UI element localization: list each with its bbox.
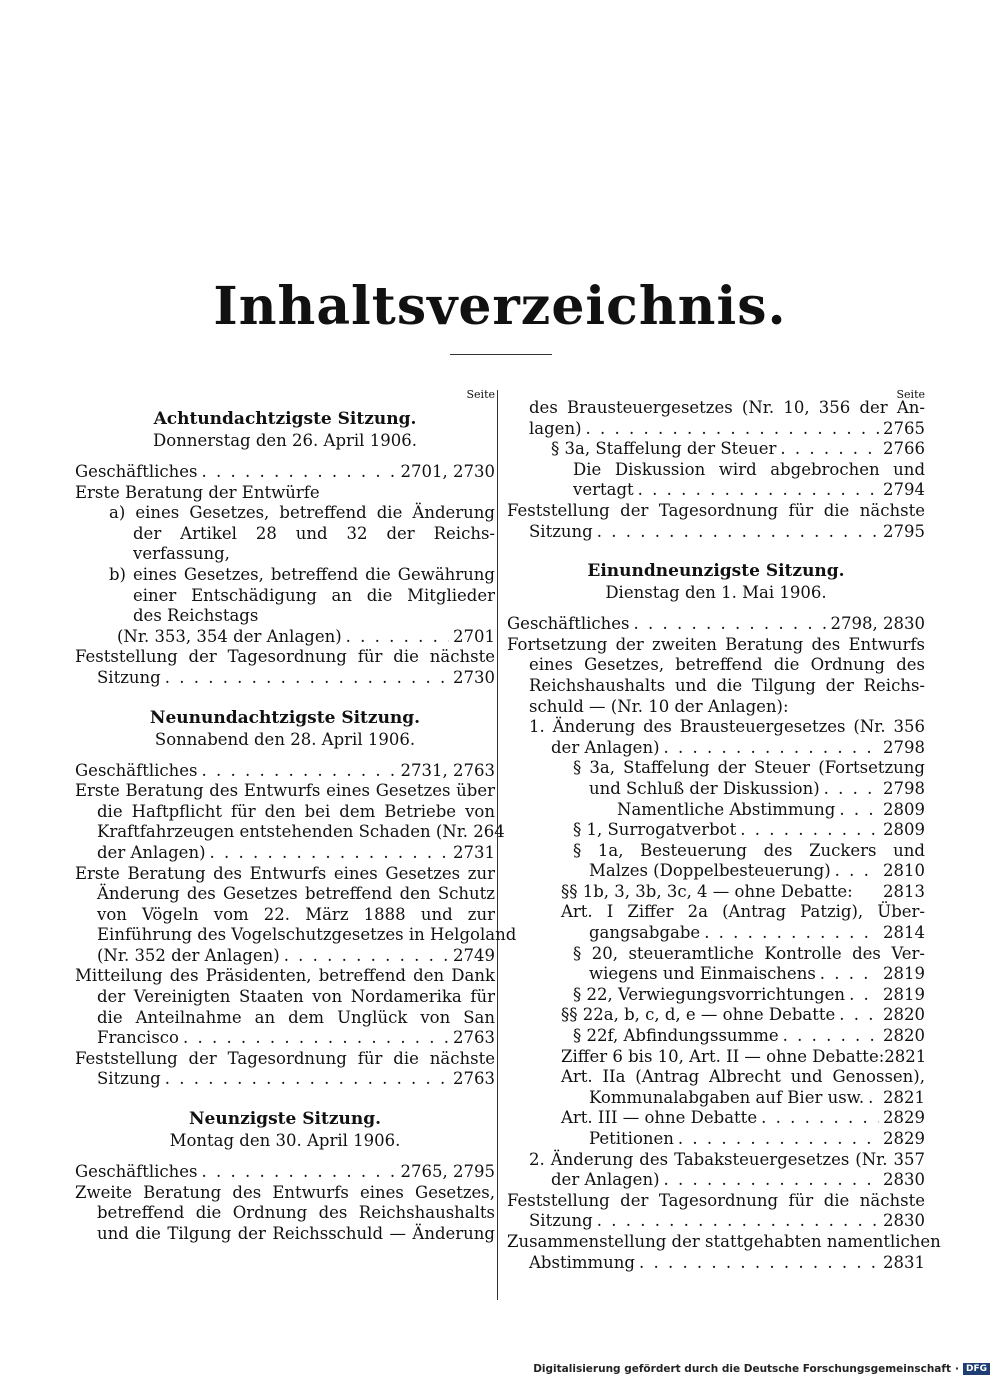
page-number: 2763 bbox=[453, 1069, 495, 1089]
dot-leader bbox=[849, 985, 879, 1006]
toc-entry-line bbox=[507, 841, 925, 862]
toc-entry-line bbox=[75, 1008, 495, 1029]
toc-entry-line bbox=[75, 668, 495, 689]
dot-leader bbox=[165, 1069, 449, 1090]
toc-entry-line bbox=[75, 565, 495, 586]
toc-entry-text: die Anteilnahme an dem Unglück von San bbox=[97, 1007, 495, 1027]
toc-entry-line bbox=[75, 884, 495, 905]
toc-entry-text: Feststellung der Tagesordnung für die nächste bbox=[507, 500, 925, 520]
toc-entry-text: § 1a, Besteuerung des Zuckers und bbox=[573, 840, 925, 860]
toc-entry-line bbox=[507, 717, 925, 738]
page-number: 2809 bbox=[883, 820, 925, 840]
toc-entry-text: Feststellung der Tagesordnung für die nächste bbox=[75, 1048, 495, 1068]
toc-entry-text: von Vögeln vom 22. März 1888 und zur bbox=[97, 904, 495, 924]
toc-entry-text: Petitionen bbox=[589, 1129, 674, 1148]
page-number: 2763 bbox=[453, 1028, 495, 1048]
dot-leader bbox=[868, 1088, 879, 1109]
toc-entry-text: Art. IIa (Antrag Albrecht und Genossen), bbox=[561, 1067, 925, 1087]
toc-entry-line bbox=[75, 483, 495, 504]
toc-entry-text: Abstimmung bbox=[529, 1252, 635, 1272]
toc-entry-text: Sitzung bbox=[97, 1069, 161, 1089]
toc-entry-line bbox=[75, 627, 495, 648]
toc-entry-line bbox=[507, 398, 925, 419]
dot-leader bbox=[284, 946, 449, 967]
dot-leader bbox=[839, 1005, 879, 1026]
toc-entry-line bbox=[507, 419, 925, 440]
toc-entry-text: Malzes (Doppelbesteuerung) bbox=[589, 861, 831, 881]
toc-entry-line bbox=[507, 902, 925, 923]
toc-entry-text: § 22, Verwiegungsvorrichtungen bbox=[573, 984, 846, 1004]
toc-entry-line bbox=[507, 635, 925, 656]
page-number: 2819 bbox=[883, 984, 925, 1004]
toc-entry-text: § 3a, Staffelung der Steuer bbox=[551, 439, 777, 459]
page-number: 2701, 2730 bbox=[400, 462, 495, 481]
toc-entry-line bbox=[507, 779, 925, 800]
toc-entry-text: Fortsetzung der zweiten Beratung des Entwurfs bbox=[507, 634, 925, 654]
toc-entry-text: § 20, steueramtliche Kontrolle des Ver- bbox=[573, 943, 925, 963]
toc-entry-text: und Schluß der Diskussion) bbox=[589, 778, 820, 798]
toc-entry-text: gangsabgabe bbox=[589, 923, 701, 943]
toc-entry-text: lagen) bbox=[529, 418, 582, 438]
dot-leader bbox=[820, 964, 879, 985]
toc-entry-text: Erste Beratung des Entwurfs eines Gesetzes zur bbox=[75, 863, 495, 883]
toc-entry-line bbox=[75, 1028, 495, 1049]
toc-entry-text: Geschäftliches bbox=[507, 614, 630, 634]
toc-entry-text: § 1, Surrogatverbot bbox=[573, 820, 737, 840]
toc-entry-text: Einführung des Vogelschutzgesetzes in Helgoland bbox=[97, 925, 517, 945]
page-number: 2809 bbox=[883, 799, 925, 819]
toc-entry-text: Zweite Beratung des Entwurfs eines Gesetzes, bbox=[75, 1182, 495, 1202]
toc-entry-line bbox=[75, 1203, 495, 1224]
toc-entry-line bbox=[507, 480, 925, 501]
toc-entry-line bbox=[75, 503, 495, 524]
page-number: 2749 bbox=[453, 945, 495, 965]
dot-leader bbox=[664, 738, 879, 759]
toc-entry-line bbox=[507, 738, 925, 759]
toc-entry-text: verfassung, bbox=[133, 544, 230, 564]
toc-entry-line bbox=[75, 802, 495, 823]
dot-leader bbox=[202, 1162, 397, 1183]
toc-entry-line bbox=[507, 985, 925, 1006]
dot-leader bbox=[761, 1108, 879, 1129]
session-date: Montag den 30. April 1906. bbox=[169, 1131, 401, 1151]
right-column-body bbox=[507, 398, 941, 1273]
toc-entry-line bbox=[507, 861, 925, 882]
dot-leader bbox=[210, 843, 449, 864]
session-title: Einundneunzigste Sitzung. bbox=[587, 561, 845, 582]
toc-entry-text: §§ 1b, 3, 3b, 3c, 4 — ohne Debatte: bbox=[561, 881, 853, 901]
page-number: 2820 bbox=[883, 1026, 925, 1046]
dot-leader bbox=[783, 1026, 879, 1047]
footer-dot: · bbox=[954, 1363, 959, 1375]
toc-entry-text: Änderung des Gesetzes betreffend den Schutz bbox=[97, 884, 495, 904]
toc-entry-line bbox=[507, 697, 925, 718]
toc-entry-line bbox=[507, 439, 925, 460]
page-number: 2701 bbox=[453, 626, 495, 646]
toc-entry-text: (Nr. 353, 354 der Anlagen) bbox=[117, 626, 342, 646]
page-number: 2821 bbox=[884, 1046, 927, 1066]
toc-entry-line bbox=[75, 966, 495, 987]
toc-entry-text: der Anlagen) bbox=[97, 842, 206, 862]
toc-entry-text: Kraftfahrzeugen entstehenden Schaden (Nr. 264 bbox=[97, 822, 505, 842]
toc-entry-text: 2. Änderung des Tabaksteuergesetzes (Nr. 357 bbox=[529, 1149, 925, 1169]
section-gap bbox=[75, 1090, 495, 1104]
dot-leader bbox=[639, 1253, 879, 1274]
page-number: 2814 bbox=[883, 923, 925, 943]
title-divider bbox=[450, 354, 552, 355]
page-number: 2831 bbox=[883, 1252, 925, 1272]
toc-entry-text: Art. I Ziffer 2a (Antrag Patzig), Über- bbox=[561, 902, 925, 922]
toc-entry-text: Geschäftliches bbox=[75, 1162, 198, 1182]
dot-leader bbox=[165, 668, 449, 689]
toc-entry-line bbox=[75, 606, 495, 627]
dot-leader bbox=[202, 761, 397, 782]
page-number: 2766 bbox=[883, 439, 925, 459]
page-number: 2798 bbox=[883, 737, 925, 757]
toc-entry-line bbox=[507, 1253, 925, 1274]
toc-entry-line bbox=[75, 843, 495, 864]
footer-text: Digitalisierung gefördert durch die Deutsche Forschungsgemeinschaft bbox=[533, 1363, 951, 1375]
toc-entry-text: § 22f, Abfindungssumme bbox=[573, 1026, 779, 1046]
page-number: 2810 bbox=[883, 861, 925, 881]
session-title: Neunundachtzigste Sitzung. bbox=[149, 707, 421, 728]
toc-entry-line bbox=[507, 1170, 925, 1191]
toc-entry-text: Geschäftliches bbox=[75, 760, 198, 780]
toc-entry-text: Zusammenstellung der stattgehabten namentlichen bbox=[507, 1231, 941, 1251]
toc-entry-line bbox=[507, 1067, 925, 1088]
toc-entry-line bbox=[507, 1005, 925, 1026]
toc-entry-text: (Nr. 352 der Anlagen) bbox=[97, 945, 280, 965]
dot-leader bbox=[664, 1170, 879, 1191]
right-column bbox=[507, 386, 941, 1273]
page-number: 2820 bbox=[883, 1005, 925, 1025]
toc-entry-text: der Artikel 28 und 32 der Reichs- bbox=[133, 523, 495, 543]
toc-entry-text: Feststellung der Tagesordnung für die nächste bbox=[507, 1190, 925, 1210]
dot-leader bbox=[597, 1211, 879, 1232]
page-number: 2794 bbox=[883, 480, 925, 500]
seite-label-right: Seite bbox=[896, 388, 925, 401]
toc-entry-text: eines Gesetzes, betreffend die Ordnung des bbox=[529, 655, 925, 675]
toc-entry-text: schuld — (Nr. 10 der Anlagen): bbox=[529, 696, 789, 716]
toc-entry-line bbox=[75, 822, 505, 843]
toc-entry-text: Mitteilung des Präsidenten, betreffend den Dank bbox=[75, 966, 495, 986]
toc-entry-text: Namentliche Abstimmung bbox=[617, 799, 836, 819]
dot-leader bbox=[780, 439, 879, 460]
page-number: 2819 bbox=[883, 964, 925, 984]
session-date: Sonnabend den 28. April 1906. bbox=[154, 729, 416, 749]
dot-leader bbox=[638, 480, 879, 501]
toc-entry-line bbox=[507, 501, 925, 522]
toc-entry-line bbox=[75, 647, 495, 668]
toc-entry-text: betreffend die Ordnung des Reichshaushalts bbox=[97, 1203, 495, 1223]
dot-leader bbox=[704, 923, 879, 944]
toc-entry-text: die Haftpflicht für den bei dem Betriebe von bbox=[97, 801, 495, 821]
toc-entry-line bbox=[507, 522, 925, 543]
page-number: 2829 bbox=[883, 1129, 925, 1148]
section-gap bbox=[75, 689, 495, 703]
dfg-logo: DFG bbox=[963, 1363, 990, 1375]
toc-entry-line bbox=[507, 655, 925, 676]
toc-entry-text: Die Diskussion wird abgebrochen und bbox=[573, 459, 925, 479]
dot-leader bbox=[634, 614, 827, 635]
toc-entry-line bbox=[507, 1150, 925, 1171]
page-number: 2731 bbox=[453, 842, 495, 862]
toc-entry-line bbox=[507, 923, 925, 944]
session-date: Dienstag den 1. Mai 1906. bbox=[605, 583, 827, 603]
seite-label-left: Seite bbox=[466, 388, 495, 401]
toc-entry-line bbox=[507, 882, 925, 903]
toc-entry-line bbox=[75, 925, 517, 946]
toc-entry-text: Art. III — ohne Debatte bbox=[561, 1108, 758, 1128]
toc-entry-text: Reichshaushalts und die Tilgung der Reichs- bbox=[529, 675, 925, 695]
toc-entry-text: Feststellung der Tagesordnung für die nächste bbox=[75, 647, 495, 667]
toc-entry-line bbox=[507, 1129, 925, 1150]
page-number: 2730 bbox=[453, 667, 495, 687]
section-gap bbox=[507, 542, 925, 556]
toc-entry-line bbox=[507, 614, 925, 635]
toc-entry-line bbox=[507, 1088, 925, 1109]
toc-entry-line bbox=[75, 946, 495, 967]
toc-entry-line bbox=[75, 1069, 495, 1090]
toc-entry-line bbox=[75, 905, 495, 926]
toc-entry-text: der Anlagen) bbox=[551, 737, 660, 757]
toc-entry-line bbox=[507, 1047, 925, 1068]
page-number: 2731, 2763 bbox=[400, 760, 495, 780]
toc-entry-text: 1. Änderung des Brausteuergesetzes (Nr. 356 bbox=[529, 717, 925, 737]
dot-leader bbox=[740, 820, 879, 841]
toc-entry-line bbox=[75, 761, 495, 782]
dot-leader bbox=[183, 1028, 449, 1049]
session-title: Neunzigste Sitzung. bbox=[189, 1109, 381, 1130]
toc-entry-line bbox=[507, 1191, 925, 1212]
page-number: 2795 bbox=[883, 521, 925, 541]
column-divider bbox=[497, 390, 498, 1300]
page-number: 2798, 2830 bbox=[830, 614, 925, 634]
toc-entry-line bbox=[75, 524, 495, 545]
dot-leader bbox=[597, 522, 879, 543]
toc-entry-text: der Anlagen) bbox=[551, 1170, 660, 1190]
dot-leader bbox=[839, 800, 879, 821]
toc-entry-line bbox=[75, 1224, 495, 1245]
dot-leader bbox=[586, 419, 879, 440]
toc-entry-text: b) eines Gesetzes, betreffend die Gewährung bbox=[109, 564, 495, 584]
footer-credit bbox=[533, 1363, 990, 1375]
page-number: 2765 bbox=[883, 418, 925, 438]
toc-entry-text: und die Tilgung der Reichsschuld — Änderung bbox=[97, 1223, 495, 1243]
toc-entry-line bbox=[75, 1162, 495, 1183]
toc-entry-text: wiegens und Einmaischens bbox=[589, 964, 816, 984]
toc-entry-text: des Brausteuergesetzes (Nr. 10, 356 der An- bbox=[529, 398, 925, 417]
toc-entry-line bbox=[507, 758, 925, 779]
toc-entry-line bbox=[75, 1183, 495, 1204]
toc-entry-text: des Reichstags bbox=[133, 606, 259, 626]
toc-entry-line bbox=[507, 820, 925, 841]
toc-entry-line bbox=[507, 1108, 925, 1129]
page-number: 2765, 2795 bbox=[400, 1162, 495, 1182]
toc-entry-line bbox=[75, 781, 495, 802]
toc-entry-line bbox=[75, 864, 495, 885]
toc-entry-line bbox=[507, 800, 925, 821]
dot-leader bbox=[678, 1129, 879, 1150]
page-title: Inhaltsverzeichnis. bbox=[213, 276, 787, 337]
page-number: 2830 bbox=[883, 1170, 925, 1190]
toc-entry-line bbox=[507, 944, 925, 965]
toc-entry-text: Erste Beratung des Entwurfs eines Gesetzes über bbox=[75, 781, 495, 801]
toc-entry-line bbox=[75, 544, 495, 565]
session-date: Donnerstag den 26. April 1906. bbox=[153, 431, 417, 450]
toc-entry-text: Sitzung bbox=[97, 667, 161, 687]
toc-entry-text: Erste Beratung der Entwürfe bbox=[75, 482, 320, 502]
dot-leader bbox=[346, 627, 449, 648]
toc-entry-text: einer Entschädigung an die Mitglieder bbox=[133, 585, 495, 605]
toc-entry-text: Sitzung bbox=[529, 521, 593, 541]
session-title: Achtundachtzigste Sitzung. bbox=[153, 409, 417, 429]
toc-entry-text: Ziffer 6 bis 10, Art. II — ohne Debatte: bbox=[561, 1046, 885, 1066]
toc-entry-text: Geschäftliches bbox=[75, 462, 198, 481]
toc-entry-text: Kommunalabgaben auf Bier usw. bbox=[589, 1087, 865, 1107]
toc-entry-text: a) eines Gesetzes, betreffend die Änderung bbox=[109, 503, 495, 523]
toc-entry-text: Francisco bbox=[97, 1028, 179, 1048]
toc-entry-line bbox=[75, 462, 495, 483]
toc-entry-text: § 3a, Staffelung der Steuer (Fortsetzung bbox=[573, 758, 925, 778]
dot-leader bbox=[835, 861, 879, 882]
dot-leader bbox=[824, 779, 879, 800]
toc-entry-line bbox=[507, 460, 925, 481]
toc-entry-text: Sitzung bbox=[529, 1211, 593, 1231]
toc-entry-text: der Vereinigten Staaten von Nordamerika für bbox=[97, 987, 495, 1007]
toc-entry-line bbox=[507, 1026, 925, 1047]
toc-entry-line bbox=[507, 1211, 925, 1232]
page-number: 2821 bbox=[883, 1087, 925, 1107]
page-number: 2830 bbox=[883, 1211, 925, 1231]
page-number: 2829 bbox=[883, 1108, 925, 1128]
toc-entry-line bbox=[507, 1231, 941, 1253]
left-column-body bbox=[75, 408, 517, 1244]
dot-leader bbox=[202, 462, 397, 483]
page-number: 2813 bbox=[883, 881, 925, 901]
toc-entry-line bbox=[507, 676, 925, 697]
toc-entry-line bbox=[75, 1049, 495, 1070]
left-column bbox=[75, 386, 517, 1244]
toc-entry-text: vertagt bbox=[573, 480, 634, 500]
toc-entry-line bbox=[507, 964, 925, 985]
toc-entry-text: §§ 22a, b, c, d, e — ohne Debatte bbox=[561, 1005, 836, 1025]
toc-entry-line bbox=[75, 987, 495, 1008]
page-number: 2798 bbox=[883, 778, 925, 798]
toc-entry-line bbox=[75, 586, 495, 607]
